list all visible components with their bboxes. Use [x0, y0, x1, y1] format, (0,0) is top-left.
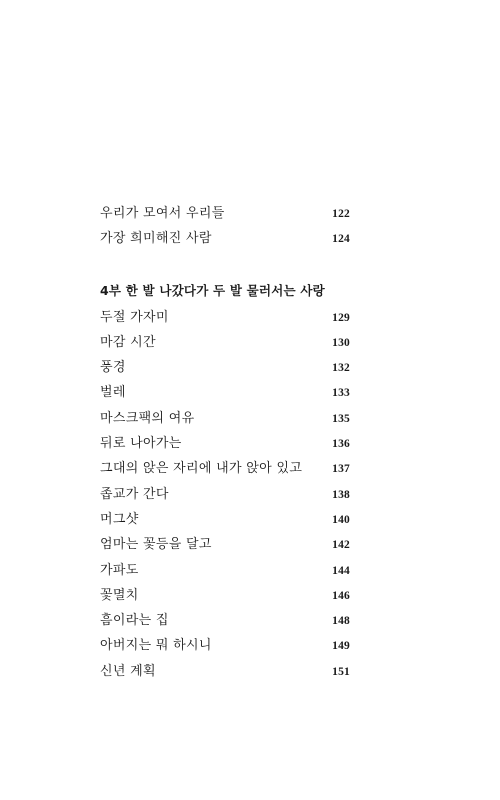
toc-entry — [100, 633, 350, 658]
toc-entry-page: 151 — [332, 665, 350, 678]
toc-entry-page: 144 — [332, 564, 350, 577]
toc-entry-page: 136 — [332, 438, 350, 451]
toc-entry-title: 우리가 모여서 우리들 — [100, 206, 225, 221]
toc-entry-title: 아버지는 뭐 하시니 — [100, 638, 212, 654]
toc-entry-page: 132 — [332, 362, 350, 375]
toc-entry-page: 148 — [332, 615, 350, 628]
toc-entry — [100, 355, 350, 380]
toc-entry-page: 129 — [332, 311, 350, 324]
toc-entry-page: 138 — [332, 488, 350, 501]
toc-entry-title: 엄마는 꽃등을 달고 — [100, 537, 212, 553]
toc-entry-title: 그대의 앉은 자리에 내가 앉아 있고 — [100, 461, 303, 477]
toc-entry-page: 142 — [332, 539, 350, 552]
toc-entry-page: 133 — [332, 387, 350, 400]
toc-entry-title: 머그샷 — [100, 511, 139, 527]
toc-entry-title: 뒤로 나아가는 — [100, 436, 182, 452]
toc-entry-page: 149 — [332, 640, 350, 653]
toc-entry-page: 140 — [332, 513, 350, 526]
toc-entry — [100, 532, 350, 557]
toc-entry — [100, 659, 350, 684]
toc-entry-page: 135 — [332, 412, 350, 425]
toc-entry — [100, 305, 350, 330]
section-spacer — [100, 252, 350, 277]
toc-entry — [100, 330, 350, 355]
toc-entry-page: 137 — [332, 463, 350, 476]
toc-entry-page: 146 — [332, 589, 350, 602]
part-heading: 4부 한 발 나갔다가 두 발 물러서는 사랑 — [100, 282, 325, 298]
toc-entry — [100, 608, 350, 633]
toc-entry — [100, 482, 350, 507]
toc-entry — [100, 558, 350, 583]
toc-entry-title: 가장 희미해진 사람 — [100, 231, 212, 247]
toc-entry-title: 꽃멸치 — [100, 587, 139, 603]
toc-entry-page: 122 — [332, 208, 350, 220]
toc-entry — [100, 380, 350, 405]
toc-entry-title: 마스크팩의 여유 — [100, 410, 195, 426]
toc-entry-title: 마감 시간 — [100, 334, 156, 350]
toc-entry — [100, 431, 350, 456]
toc-entry-title: 신년 계획 — [100, 663, 156, 679]
table-of-contents — [100, 201, 350, 684]
toc-entry — [100, 201, 350, 226]
toc-entry — [100, 406, 350, 431]
toc-entry — [100, 456, 350, 481]
toc-entry — [100, 226, 350, 251]
toc-entry-title: 두절 가자미 — [100, 309, 169, 325]
toc-entry-page: 124 — [332, 233, 350, 246]
toc-entry-title: 풍경 — [100, 360, 126, 376]
toc-entry-page: 130 — [332, 336, 350, 349]
toc-entry-title: 좁교가 간다 — [100, 486, 169, 502]
toc-entry-title: 가파도 — [100, 562, 139, 578]
toc-entry-title: 흠이라는 집 — [100, 613, 169, 629]
toc-entry-title: 벌레 — [100, 385, 126, 401]
toc-entry — [100, 583, 350, 608]
toc-entry — [100, 507, 350, 532]
